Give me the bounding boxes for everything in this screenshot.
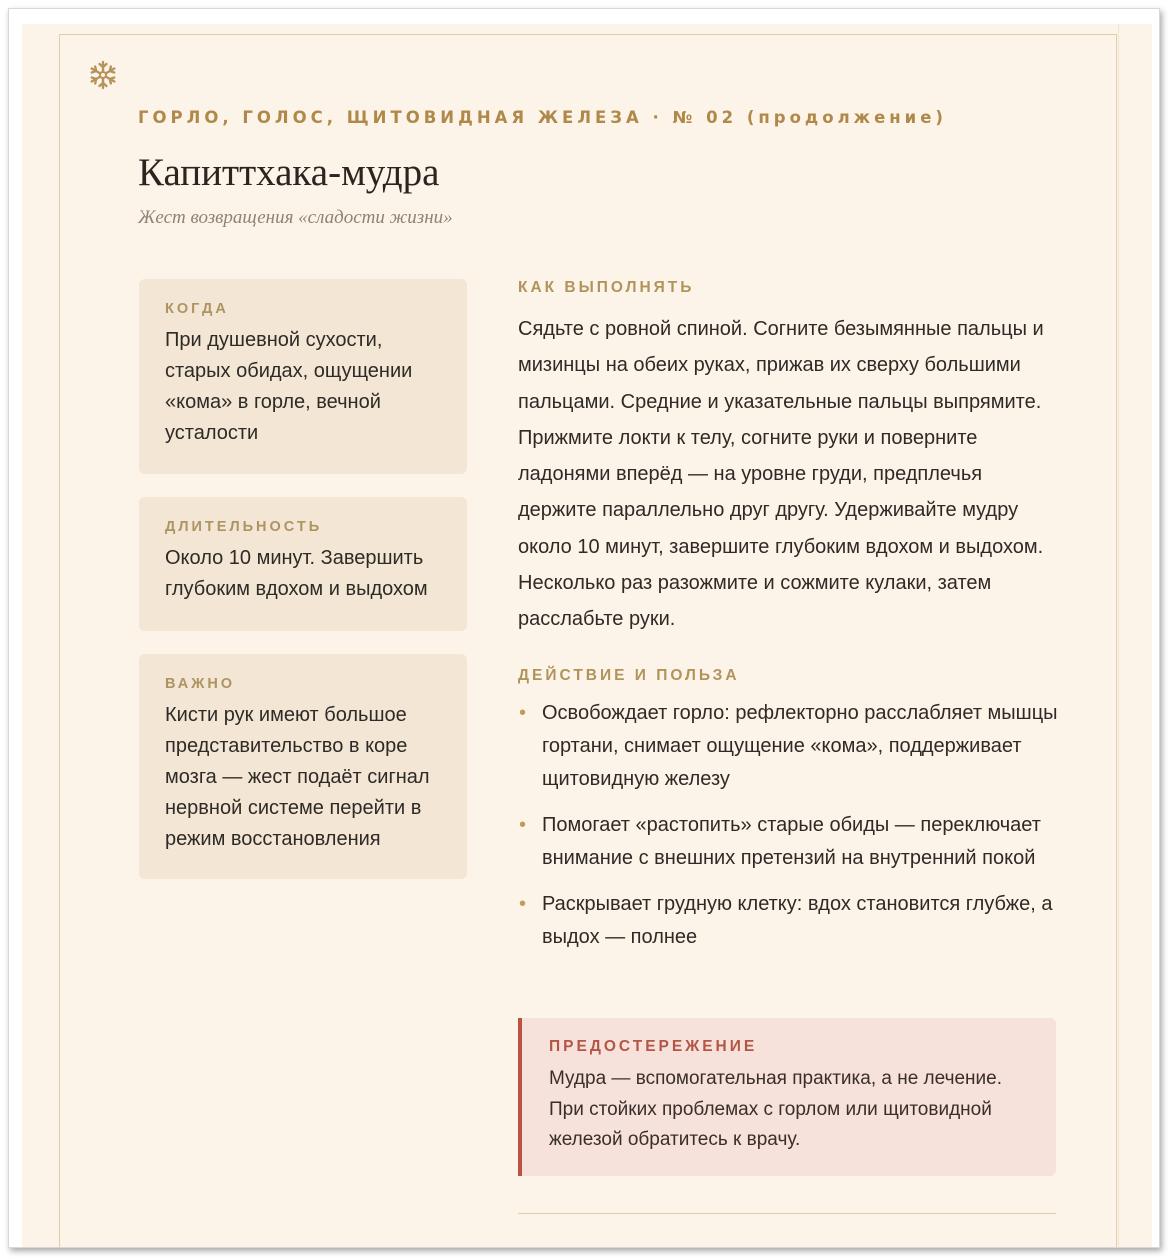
page-title: Капиттхака-мудра [138,151,440,194]
page-frame-edge [1118,24,1119,1247]
card-label: ДЛИТЕЛЬНОСТЬ [165,519,323,535]
section-title-benefits: ДЕЙСТВИЕ И ПОЛЬЗА [518,667,740,684]
divider [518,1213,1056,1214]
card-text: Около 10 минут. Завершить глубоким вдохом и выдохом [165,547,428,600]
page [22,24,1152,1247]
section-title-how-to: КАК ВЫПОЛНЯТЬ [518,279,695,296]
section-kicker: ГОРЛО, ГОЛОС, ЩИТОВИДНАЯ ЖЕЛЕЗА · № 02 (продолжение) [138,108,947,127]
warning-label: ПРЕДОСТЕРЕЖЕНИЕ [549,1038,758,1055]
card-label: ВАЖНО [165,676,236,692]
card-important [139,654,467,879]
snowflake-icon [88,60,118,90]
card-label: КОГДА [165,301,229,317]
list-item [518,697,1063,796]
bullet-icon: • [519,893,527,915]
card-text: Кисти рук имеют большое представительство в коре мозга — жест подаёт сигнал нервной системе перейти в режим восстановления [165,704,430,850]
how-to-text: Сядьте с ровной спиной. Согните безымянные пальцы и мизинцы на обеих руках, прижав их сверху большими пальцами. Средние и указательные пальцы выпрямите. Прижмите локти к телу, согните руки и поверните ладонями вперёд — на уровне груди, предплечья держите параллельно друг другу. Удерживайте мудру около 10 минут, завершите глубоким вдохом и выдохом. Несколько раз разожмите и сожмите кулаки, затем расслабьте руки. [518,318,1044,631]
document-sheet [8,8,1160,1248]
list-item-text: Освобождает горло: рефлекторно расслабляет мышцы гортани, снимает ощущение «кома», поддерживает щитовидную железу [542,702,1058,790]
list-item-text: Помогает «растопить» старые обиды — переключает внимание с внешних претензий на внутренний покой [542,814,1041,869]
card-duration [139,497,467,631]
card-when [139,279,467,474]
page-subtitle: Жест возвращения «сладости жизни» [138,207,453,228]
warning-box [518,1018,1056,1176]
list-item [518,888,1063,954]
bullet-icon: • [519,814,527,836]
list-item [518,809,1063,875]
benefits-list [518,697,1063,954]
list-item-text: Раскрывает грудную клетку: вдох становится глубже, а выдох — полнее [542,893,1053,948]
warning-text: Мудра — вспомогательная практика, а не лечение. При стойких проблемах с горлом или щитовидной железой обратитесь к врачу. [549,1068,1002,1150]
card-text: При душевной сухости, старых обидах, ощущении «кома» в горле, вечной усталости [165,329,413,444]
bullet-icon: • [519,702,527,724]
